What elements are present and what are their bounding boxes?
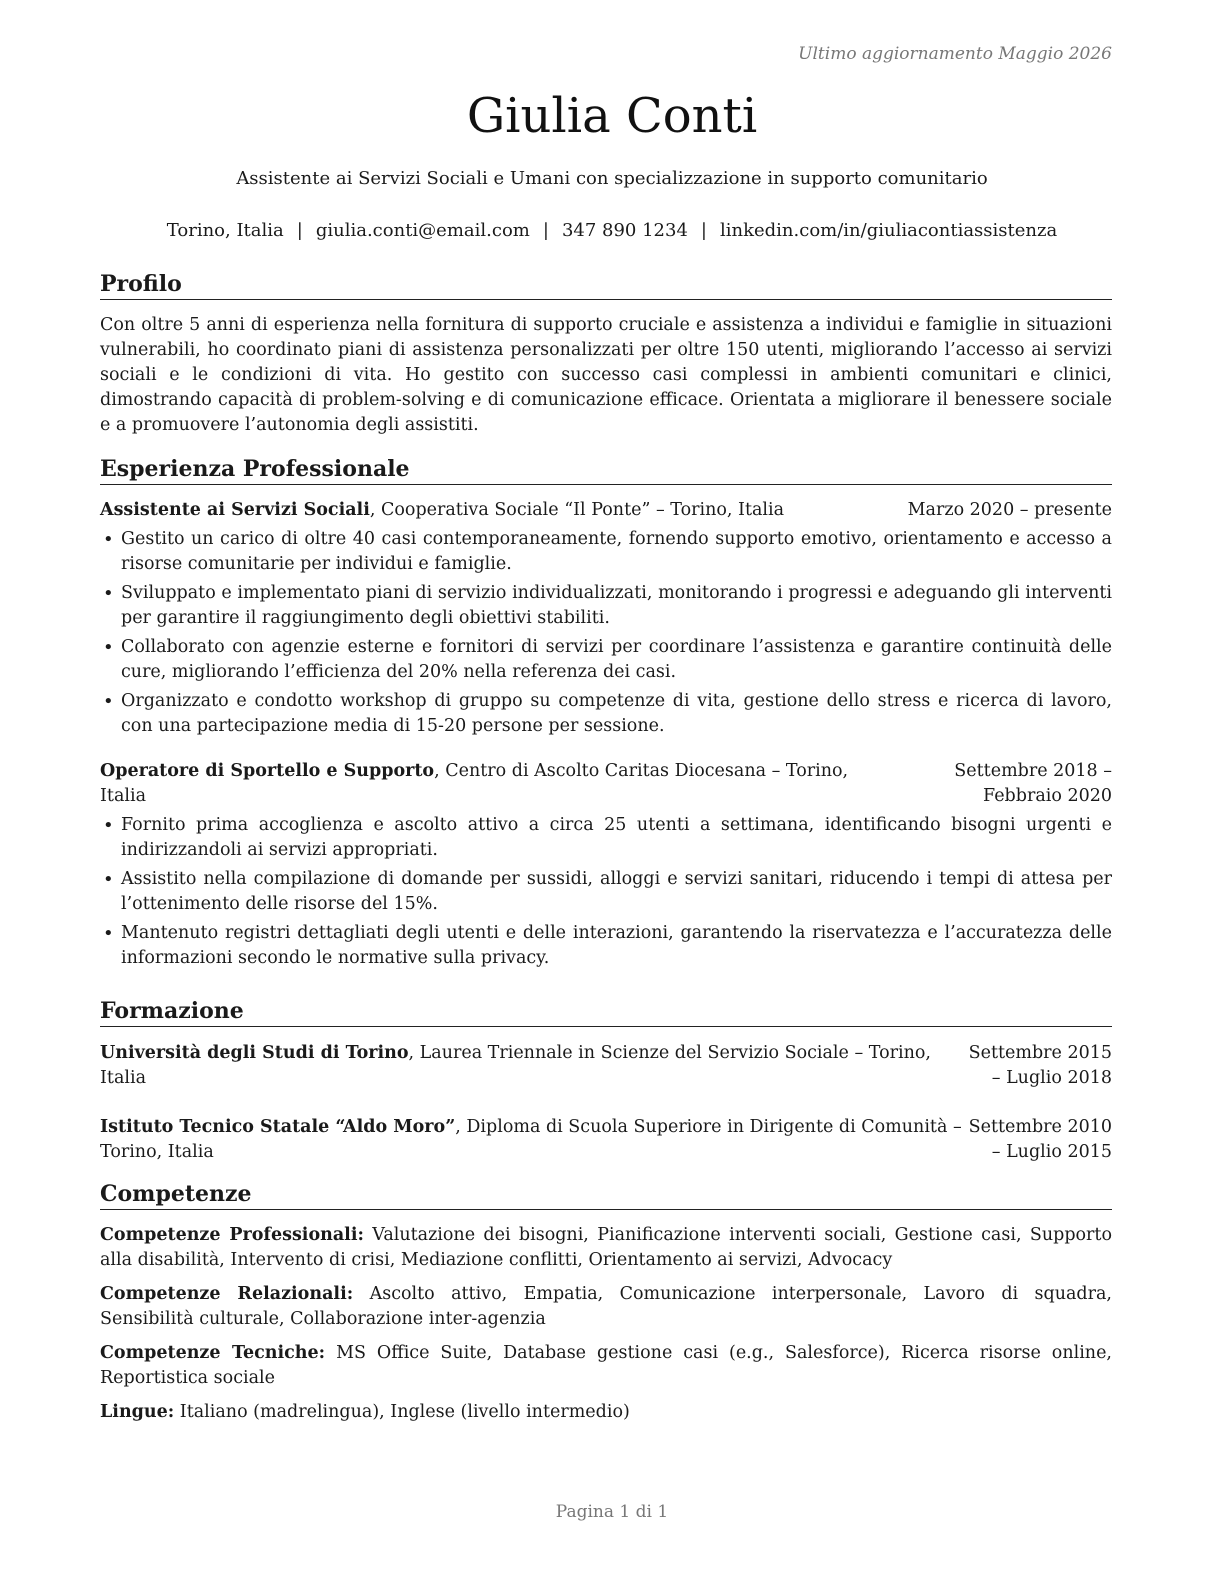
job-entry (100, 498, 1112, 739)
bullet-item: • Fornito prima accoglienza e ascolto attivo a circa 25 utenti a settimana, identificando bisogni urgenti e indirizzandoli ai servizi appropriati. (100, 813, 1112, 863)
job-bullets (100, 813, 1112, 971)
bullet-item: • Collaborato con agenzie esterne e fornitori di servizi per coordinare l’assistenza e garantire continuità delle cure, migliorando l’efficienza del 20% nella referenza dei casi. (100, 635, 1112, 685)
job-entry (100, 759, 1112, 971)
skill-label: Competenze Tecniche: (100, 1343, 326, 1363)
education-dates: Settembre 2010 – Luglio 2015 (968, 1117, 1112, 1162)
education-school: Istituto Tecnico Statale “Aldo Moro” (100, 1117, 456, 1137)
job-org: , Centro di Ascolto Caritas Diocesana – Torino, Italia (100, 761, 849, 806)
experience-section (100, 455, 1112, 975)
skill-value: Valutazione dei bisogni, Pianificazione interventi sociali, Gestione casi, Supporto alla disabilità, Intervento di crisi, Mediazione conflitti, Orientamento ai servizi, Advocacy (100, 1225, 1112, 1270)
bullet-item: • Gestito un carico di oltre 40 casi contemporaneamente, fornendo supporto emotivo, orientamento e accesso a risorse comunitarie per individui e famiglie. (100, 527, 1112, 577)
skill-value: Italiano (madrelingua), Inglese (livello intermedio) (174, 1402, 630, 1422)
skill-line (100, 1223, 1112, 1273)
job-role: Assistente ai Servizi Sociali (100, 500, 370, 520)
education-description (100, 1115, 967, 1165)
job-title-line (100, 498, 784, 523)
contact-separator: | (700, 220, 707, 241)
bullet-item: • Mantenuto registri dettagliati degli utenti e delle interazioni, garantendo la riservatezza e l’accuratezza delle informazioni secondo le normative sulla privacy. (100, 921, 1112, 971)
education-section (100, 997, 1112, 1165)
skill-line (100, 1341, 1112, 1391)
section-title: Esperienza Professionale (100, 455, 1112, 485)
job-header (100, 759, 1112, 809)
skill-label: Competenze Relazionali: (100, 1284, 354, 1304)
section-title: Competenze (100, 1180, 1112, 1210)
job-dates: Settembre 2018 – Febbraio 2020 (954, 761, 1112, 806)
skill-line (100, 1400, 1112, 1425)
education-dates: Settembre 2015 – Luglio 2018 (968, 1043, 1112, 1088)
skills-section (100, 1180, 1112, 1425)
contact-linkedin[interactable]: linkedin.com/in/giuliacontiassistenza (719, 220, 1058, 241)
job-title-line (100, 759, 882, 809)
skill-label: Lingue: (100, 1402, 175, 1422)
skill-value: Ascolto attivo, Empatia, Comunicazione interpersonale, Lavoro di squadra, Sensibilità culturale, Collaborazione inter-agenzia (100, 1284, 1112, 1329)
education-detail: , Laurea Triennale in Scienze del Servizio Sociale – Torino, Italia (100, 1043, 931, 1088)
education-school: Università degli Studi di Torino (100, 1043, 409, 1063)
candidate-name: Giulia Conti (466, 88, 758, 144)
profile-text: Con oltre 5 anni di esperienza nella fornitura di supporto cruciale e assistenza a individui e famiglie in situazioni vulnerabili, ho coordinato piani di assistenza personalizzati per oltre 150 utenti, migliorando l’accesso ai servizi sociali e le condizioni di vita. Ho gestito con successo casi complessi in ambienti comunitari e clinici, dimostrando capacità di problem-solving e di comunicazione efficace. Orientata a migliorare il benessere sociale e a promuovere l’autonomia degli assistiti. (100, 315, 1112, 435)
section-title: Formazione (100, 997, 1112, 1027)
bullet-item: • Sviluppato e implementato piani di servizio individualizzati, monitorando i progressi e adeguando gli interventi per garantire il raggiungimento degli obiettivi stabiliti. (100, 581, 1112, 631)
skill-line (100, 1282, 1112, 1332)
contact-phone: 347 890 1234 (561, 220, 688, 241)
contact-email[interactable]: giulia.conti@email.com (315, 220, 530, 241)
job-dates: Marzo 2020 – presente (907, 500, 1112, 520)
tagline: Assistente ai Servizi Sociali e Umani con specializzazione in supporto comunitario (236, 168, 988, 189)
section-title: Profilo (100, 270, 1112, 300)
education-entry (100, 1115, 1112, 1165)
contact-separator: | (296, 220, 303, 241)
bullet-item: • Assistito nella compilazione di domande per sussidi, alloggi e servizi sanitari, riducendo i tempi di attesa per l’ottenimento delle risorse del 15%. (100, 867, 1112, 917)
job-bullets (100, 527, 1112, 739)
contact-separator: | (542, 220, 549, 241)
education-detail: , Diploma di Scuola Superiore in Dirigente di Comunità – Torino, Italia (100, 1117, 962, 1162)
skill-label: Competenze Professionali: (100, 1225, 364, 1245)
job-role: Operatore di Sportello e Supporto (100, 761, 435, 781)
job-org: , Cooperativa Sociale “Il Ponte” – Torino, Italia (369, 500, 785, 520)
education-description (100, 1041, 967, 1091)
last-updated: Ultimo aggiornamento Maggio 2026 (798, 44, 1112, 64)
skill-value: MS Office Suite, Database gestione casi (e.g., Salesforce), Ricerca risorse online, Reportistica sociale (100, 1343, 1112, 1388)
contact-line (0, 220, 1224, 241)
contact-location: Torino, Italia (166, 220, 284, 241)
job-header (100, 498, 1112, 523)
education-entry (100, 1041, 1112, 1091)
profile-section (100, 270, 1112, 438)
bullet-item: • Organizzato e condotto workshop di gruppo su competenze di vita, gestione dello stress e ricerca di lavoro, con una partecipazione media di 15-20 persone per sessione. (100, 689, 1112, 739)
page-number: Pagina 1 di 1 (555, 1502, 669, 1522)
